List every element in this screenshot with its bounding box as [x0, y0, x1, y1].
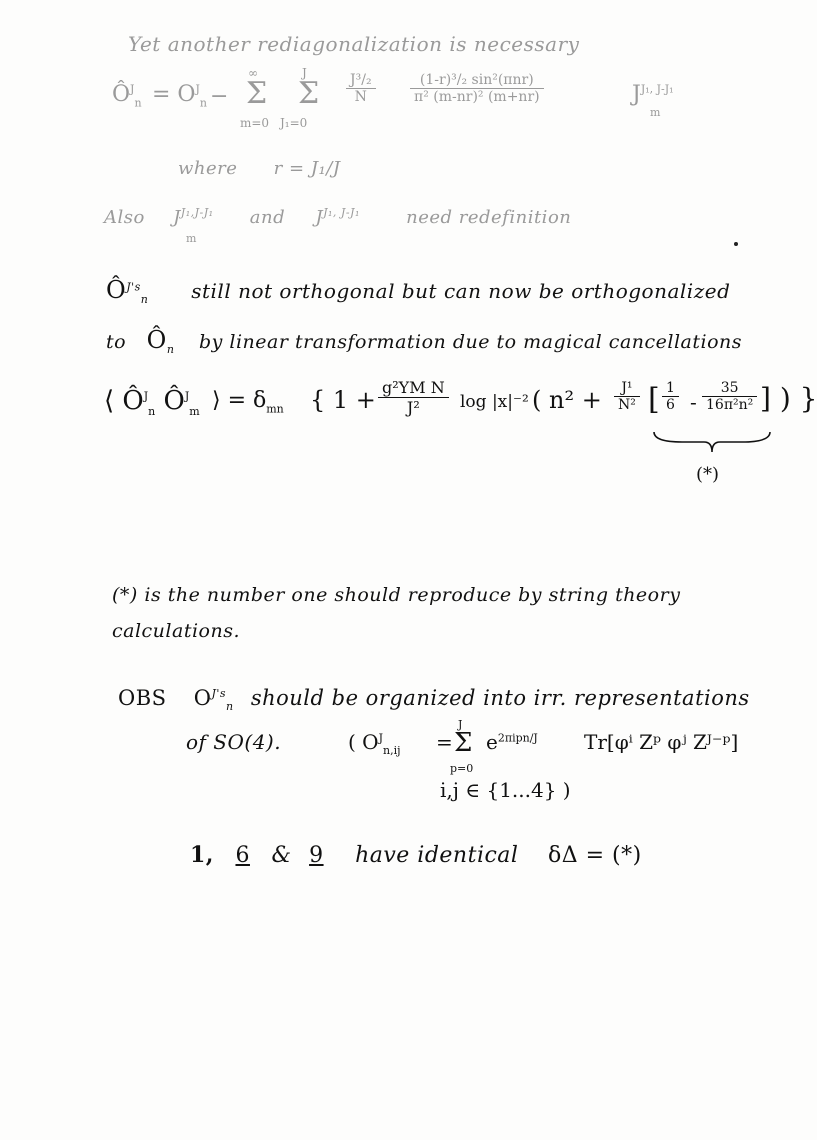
o-rhs: = $O^J_n$: [152, 82, 207, 110]
sum2-lower: J₁=0: [280, 116, 308, 130]
identical-line: 1, 6 & 9 have identical δΔ = (*): [190, 842, 642, 868]
fraction-sin: (1-r)³/₂ sin²(πnr) π² (m-nr)² (m+nr): [410, 72, 544, 105]
so4-line: of SO(4). ( $O^J_{n,ij}$ = J Σ p=0 $e^{2\pi ipn/J}$ Tr[φⁱ Zᵖ φʲ Zᴶ⁻ᵖ] i,j ∈ {1...4} ): [186, 718, 739, 802]
orthogonal-line-2: to $Ô_n$ by linear transformation due to magical cancellations: [106, 326, 743, 356]
star-label: (*): [696, 464, 720, 485]
ink-dot: [734, 242, 738, 246]
star-description-line-1: (*) is the number one should reproduce by string theory: [112, 584, 681, 606]
where-line: where r = J₁/J: [178, 158, 341, 179]
also-line: Also $J^{J_1,J-J_1}$ and $J^{J_1, J-J_1}$ need redefinition: [104, 206, 572, 228]
intro-line: Yet another rediagonalization is necessary: [128, 32, 580, 56]
o-hat-lhs: $Ô^J_n$: [112, 82, 142, 110]
fraction-j-over-n: $\frac{\text{J³/₂}}{N}$: [346, 72, 376, 105]
sum2-symbol: Σ: [298, 76, 320, 111]
underbrace: [652, 430, 772, 454]
obs-line: OBS $O^{J's}_n$ should be organized into irr. representations: [118, 686, 750, 714]
sum1-symbol: Σ: [246, 76, 268, 111]
j-tail: $J^{J_1, J-J_1}$: [632, 82, 674, 107]
sum1-lower: m=0: [240, 116, 270, 130]
star-description-line-2: calculations.: [112, 620, 241, 642]
sum1-upper: ∞: [248, 66, 258, 80]
equation-two-point-function: ⟨ $Ô^J_n$ $Ô^J_m$ ⟩ = $\delta_{mn}$ { 1 + $\frac{\text{g²YM N}}{\text{J²}}$ log |x|⁻² ( n² + $\frac{\text{J¹}}{\text{N²}}$ [ $\frac{1}{6}$ - $\frac{35}{\text{16π²n²}}$ ] ) } (*): [104, 378, 817, 485]
orthogonal-line-1: $Ô^{J's}_n$ still not orthogonal but can now be orthogonalized: [106, 276, 731, 306]
document-page: Yet another rediagonalization is necessary $Ô^J_n$ = $O^J_n$ − ∞ Σ m=0 J Σ J₁=0 $\frac{\text{J³/₂}}{N}$ (1-r)³/₂ sin²(πnr) π² (m-nr)² (m+nr) $J^{J_1, J-J_1}$ m where r = J₁/J Also $J^{J_1,J-J_1}$ and $J^{J_1, J-J_1}$ need redefinition m $Ô^{J's}_n$ still not orthogonal but can now be orthogonalized to $Ô_n$ by linear transformation due to magical cancellations ⟨ $Ô^J_n$ $Ô^J_m$ ⟩ = $\delta_{mn}$ { 1 + $\frac{\text{g²YM N}}{\text{J²}}$ log |x|⁻² ( n² + $\frac{\text{J¹}}{\text{N²}}$ [ $\frac{1}{6}$ - $\frac{35}{\text{16π²n²}}$ ] ) } (*) (*) is the number one should reproduce by string theory calculations. OBS $O^{J's}_n$ should be organized into irr. representations of SO(4). ( $O^J_{n,ij}$ = J Σ p=0 $e^{2\pi ipn/J}$ Tr[φⁱ Zᵖ φʲ Zᴶ⁻ᵖ] i,j ∈ {1...4} ) 1, 6 & 9 have identical δΔ = (*): [104, 32, 817, 868]
sum2-upper: J: [302, 66, 307, 80]
